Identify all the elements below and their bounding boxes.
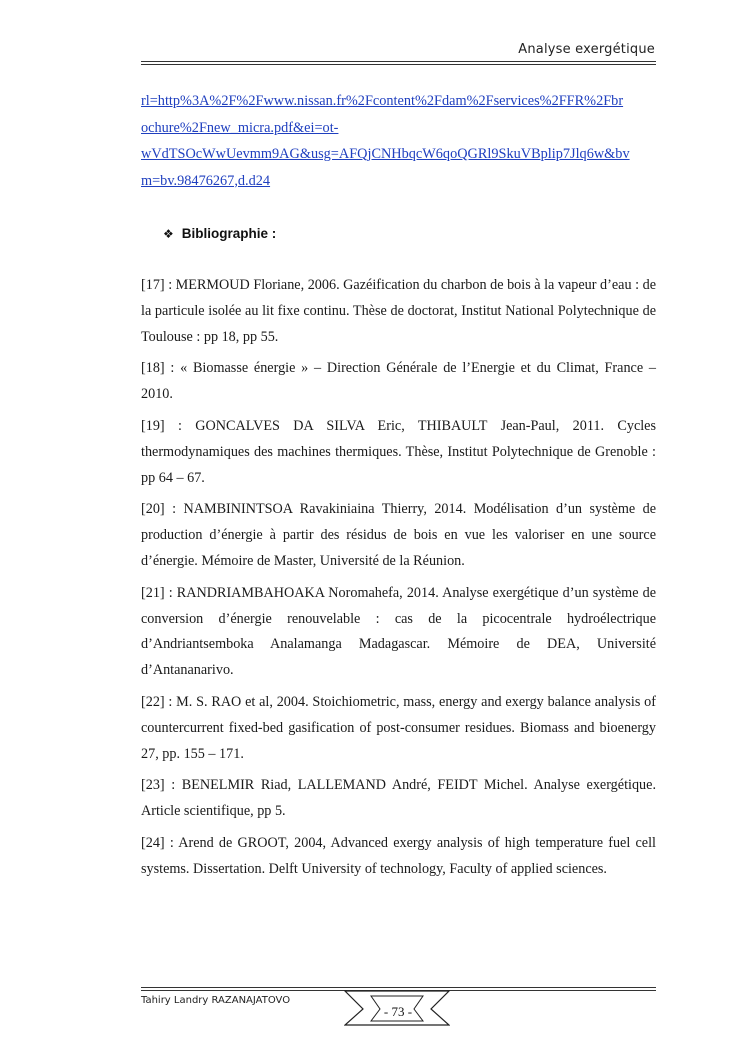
url-line: ochure%2Fnew_micra.pdf&ei=ot- <box>141 119 339 136</box>
footer-author: Tahiry Landry RAZANAJATOVO <box>141 995 291 1006</box>
running-header-title: Analyse exergétique <box>518 42 655 57</box>
diamond-bullet-icon: ❖ <box>163 227 174 241</box>
reference-item: [17] : MERMOUD Floriane, 2006. Gazéification du charbon de bois à la vapeur d’eau : de la particule isolée au lit fixe continu. Thèse de doctorat, Institut National Polytechnique de Toulouse : pp 18, pp 55. <box>141 277 656 345</box>
reference-item: [20] : NAMBININTSOA Ravakiniaina Thierry, 2014. Modélisation d’un système de production d’énergie à partir des résidus de bois en vue les valoriser en une source d’énergie. Mémoire de Master, Université de la Réunion. <box>141 501 656 569</box>
footer-rule <box>141 987 656 988</box>
reference-item: [21] : RANDRIAMBAHOAKA Noromahefa, 2014. Analyse exergétique d’un système de conversion d’énergie renouvelable : cas de la picocentrale hydroélectrique d’Andriantsemboka Analamanga Madagascar. Mémoire de DEA, Université d’Antananarivo. <box>141 584 656 679</box>
bibliography-heading-text: Bibliographie : <box>181 226 277 241</box>
url-line: m=bv.98476267,d.d24 <box>141 172 271 189</box>
bibliography-heading <box>163 226 276 241</box>
url-link[interactable] <box>141 88 656 194</box>
reference-item: [22] : M. S. RAO et al, 2004. Stoichiometric, mass, energy and exergy balance analysis of countercurrent fixed-bed gasification of post-consumer residues. Biomass and bioenergy 27, pp. 155 – 171. <box>141 693 656 762</box>
url-line: wVdTSOcWwUevmm9AG&usg=AFQjCNHbqcW6qoQGRl9SkuVBplip7Jlq6w&bv <box>141 146 630 162</box>
url-line: rl=http%3A%2F%2Fwww.nissan.fr%2Fcontent%2Fdam%2Fservices%2FFR%2Fbr <box>141 93 624 109</box>
header-rule <box>141 61 656 62</box>
reference-item: [19] : GONCALVES DA SILVA Eric, THIBAULT Jean-Paul, 2011. Cycles thermodynamiques des machines thermiques. Thèse, Institut Polytechnique de Grenoble : pp 64 – 67. <box>141 417 656 486</box>
reference-item: [24] : Arend de GROOT, 2004, Advanced exergy analysis of high temperature fuel cell systems. Dissertation. Delft University of technology, Faculty of applied sciences. <box>141 834 656 877</box>
reference-item: [23] : BENELMIR Riad, LALLEMAND André, FEIDT Michel. Analyse exergétique. Article scientifique, pp 5. <box>141 777 656 820</box>
page-number: - 73 - <box>383 1004 413 1019</box>
header-rule-thin <box>141 64 656 65</box>
reference-item: [18] : « Biomasse énergie » – Direction Générale de l’Energie et du Climat, France – 2010. <box>141 360 656 403</box>
reference-list <box>141 273 656 889</box>
